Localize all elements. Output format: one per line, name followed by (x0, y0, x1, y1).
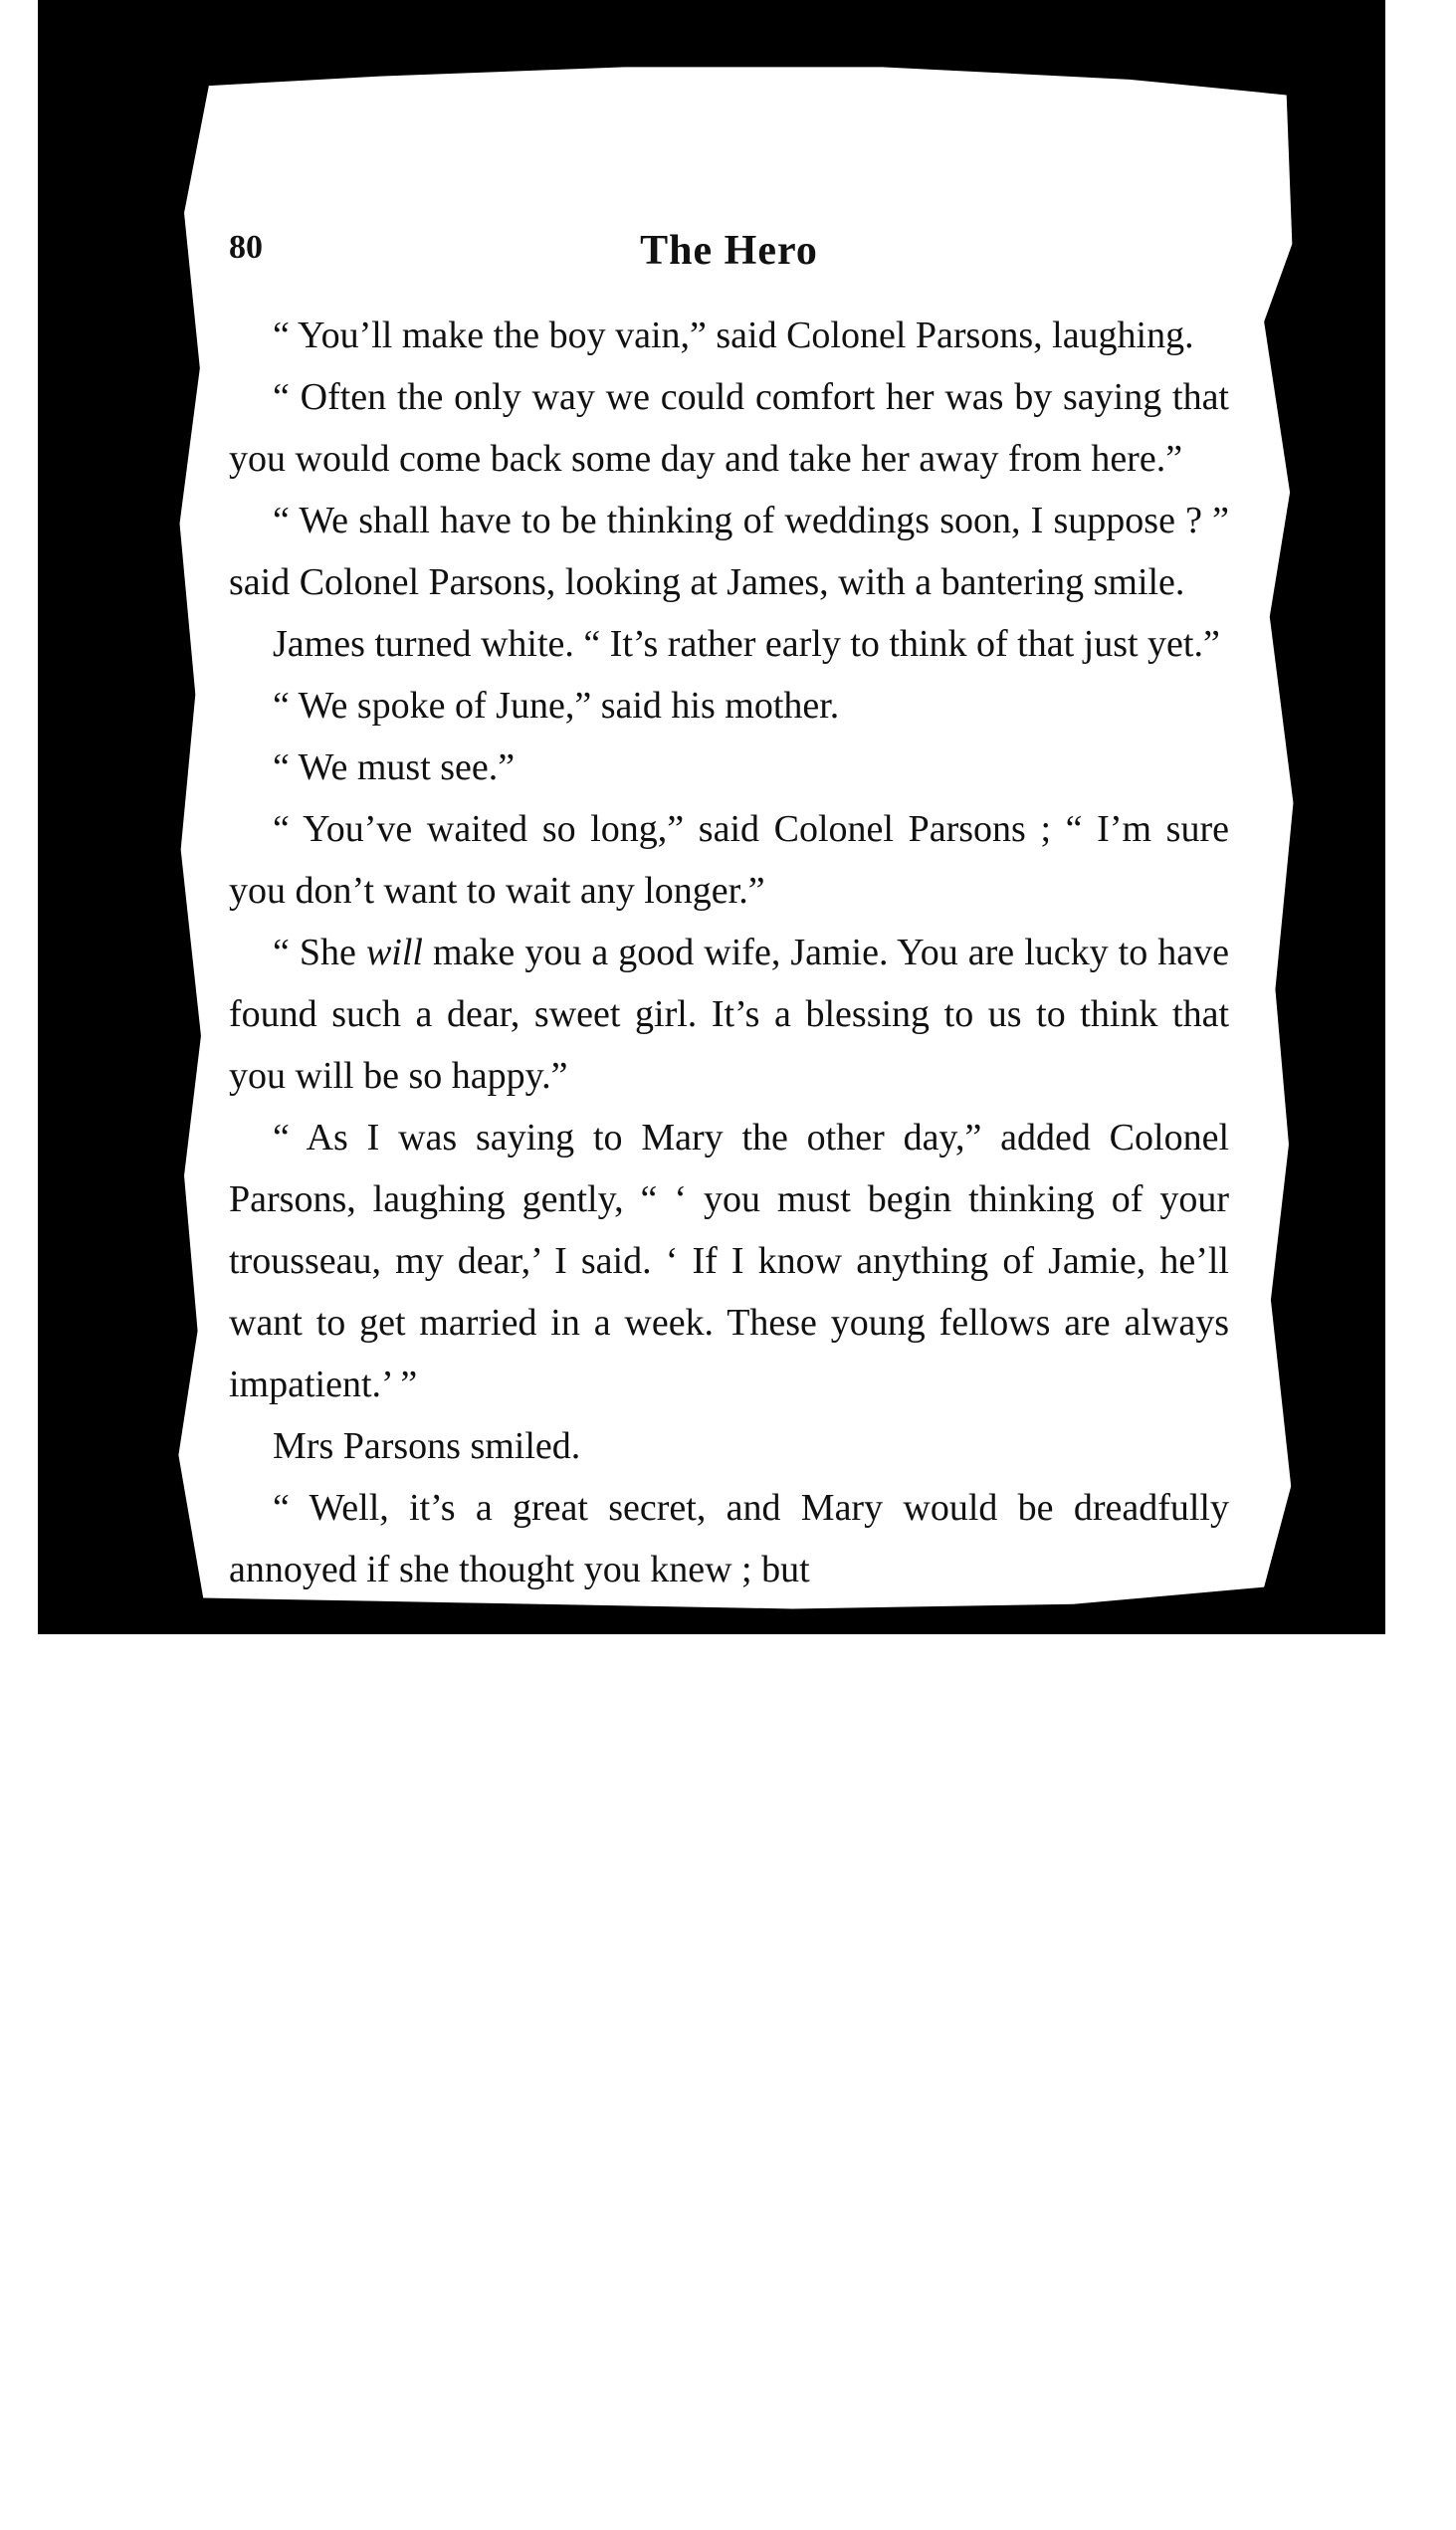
paragraph-text: make you a good wife, Jamie. You are lucky to have found such a dear, sweet girl. It’s a blessing to us to think that you will be so happy.” (229, 932, 1229, 1097)
page-number: 80 (229, 229, 263, 266)
emphasized-word: will (365, 932, 423, 973)
paragraph (229, 922, 1229, 1107)
running-head (229, 227, 1229, 283)
paragraph: “ We spoke of June,” said his mother. (273, 685, 840, 727)
paragraph: “ As I was saying to Mary the other day,” added Colonel Parsons, laughing gently, “ ‘ you must begin thinking of your trousseau, my dear,’ I said. ‘ If I know anything of Jamie, he’ll want to get married in a week. These young fellows are always impatient.’ ” (229, 1117, 1229, 1405)
paragraph: “ Well, it’s a great secret, and Mary would be dreadfully annoyed if she thought you knew ; but (229, 1487, 1229, 1590)
paragraph: “ You’ll make the boy vain,” said Colonel Parsons, laughing. (273, 315, 1194, 356)
page-content (229, 227, 1229, 1600)
paragraph: “ We shall have to be thinking of weddings soon, I suppose ? ” said Colonel Parsons, looking at James, with a bantering smile. (229, 500, 1229, 603)
body-text (229, 305, 1229, 1600)
paragraph: “ You’ve waited so long,” said Colonel Parsons ; “ I’m sure you don’t want to wait any longer.” (229, 808, 1229, 912)
paragraph: James turned white. “ It’s rather early to think of that just yet.” (273, 623, 1220, 665)
paragraph: “ Often the only way we could comfort her was by saying that you would come back some day and take her away from here.” (229, 376, 1229, 480)
paragraph: Mrs Parsons smiled. (273, 1425, 581, 1467)
running-title: The Hero (640, 228, 818, 274)
paragraph: “ We must see.” (273, 746, 516, 788)
paragraph-text: “ She (273, 932, 366, 973)
